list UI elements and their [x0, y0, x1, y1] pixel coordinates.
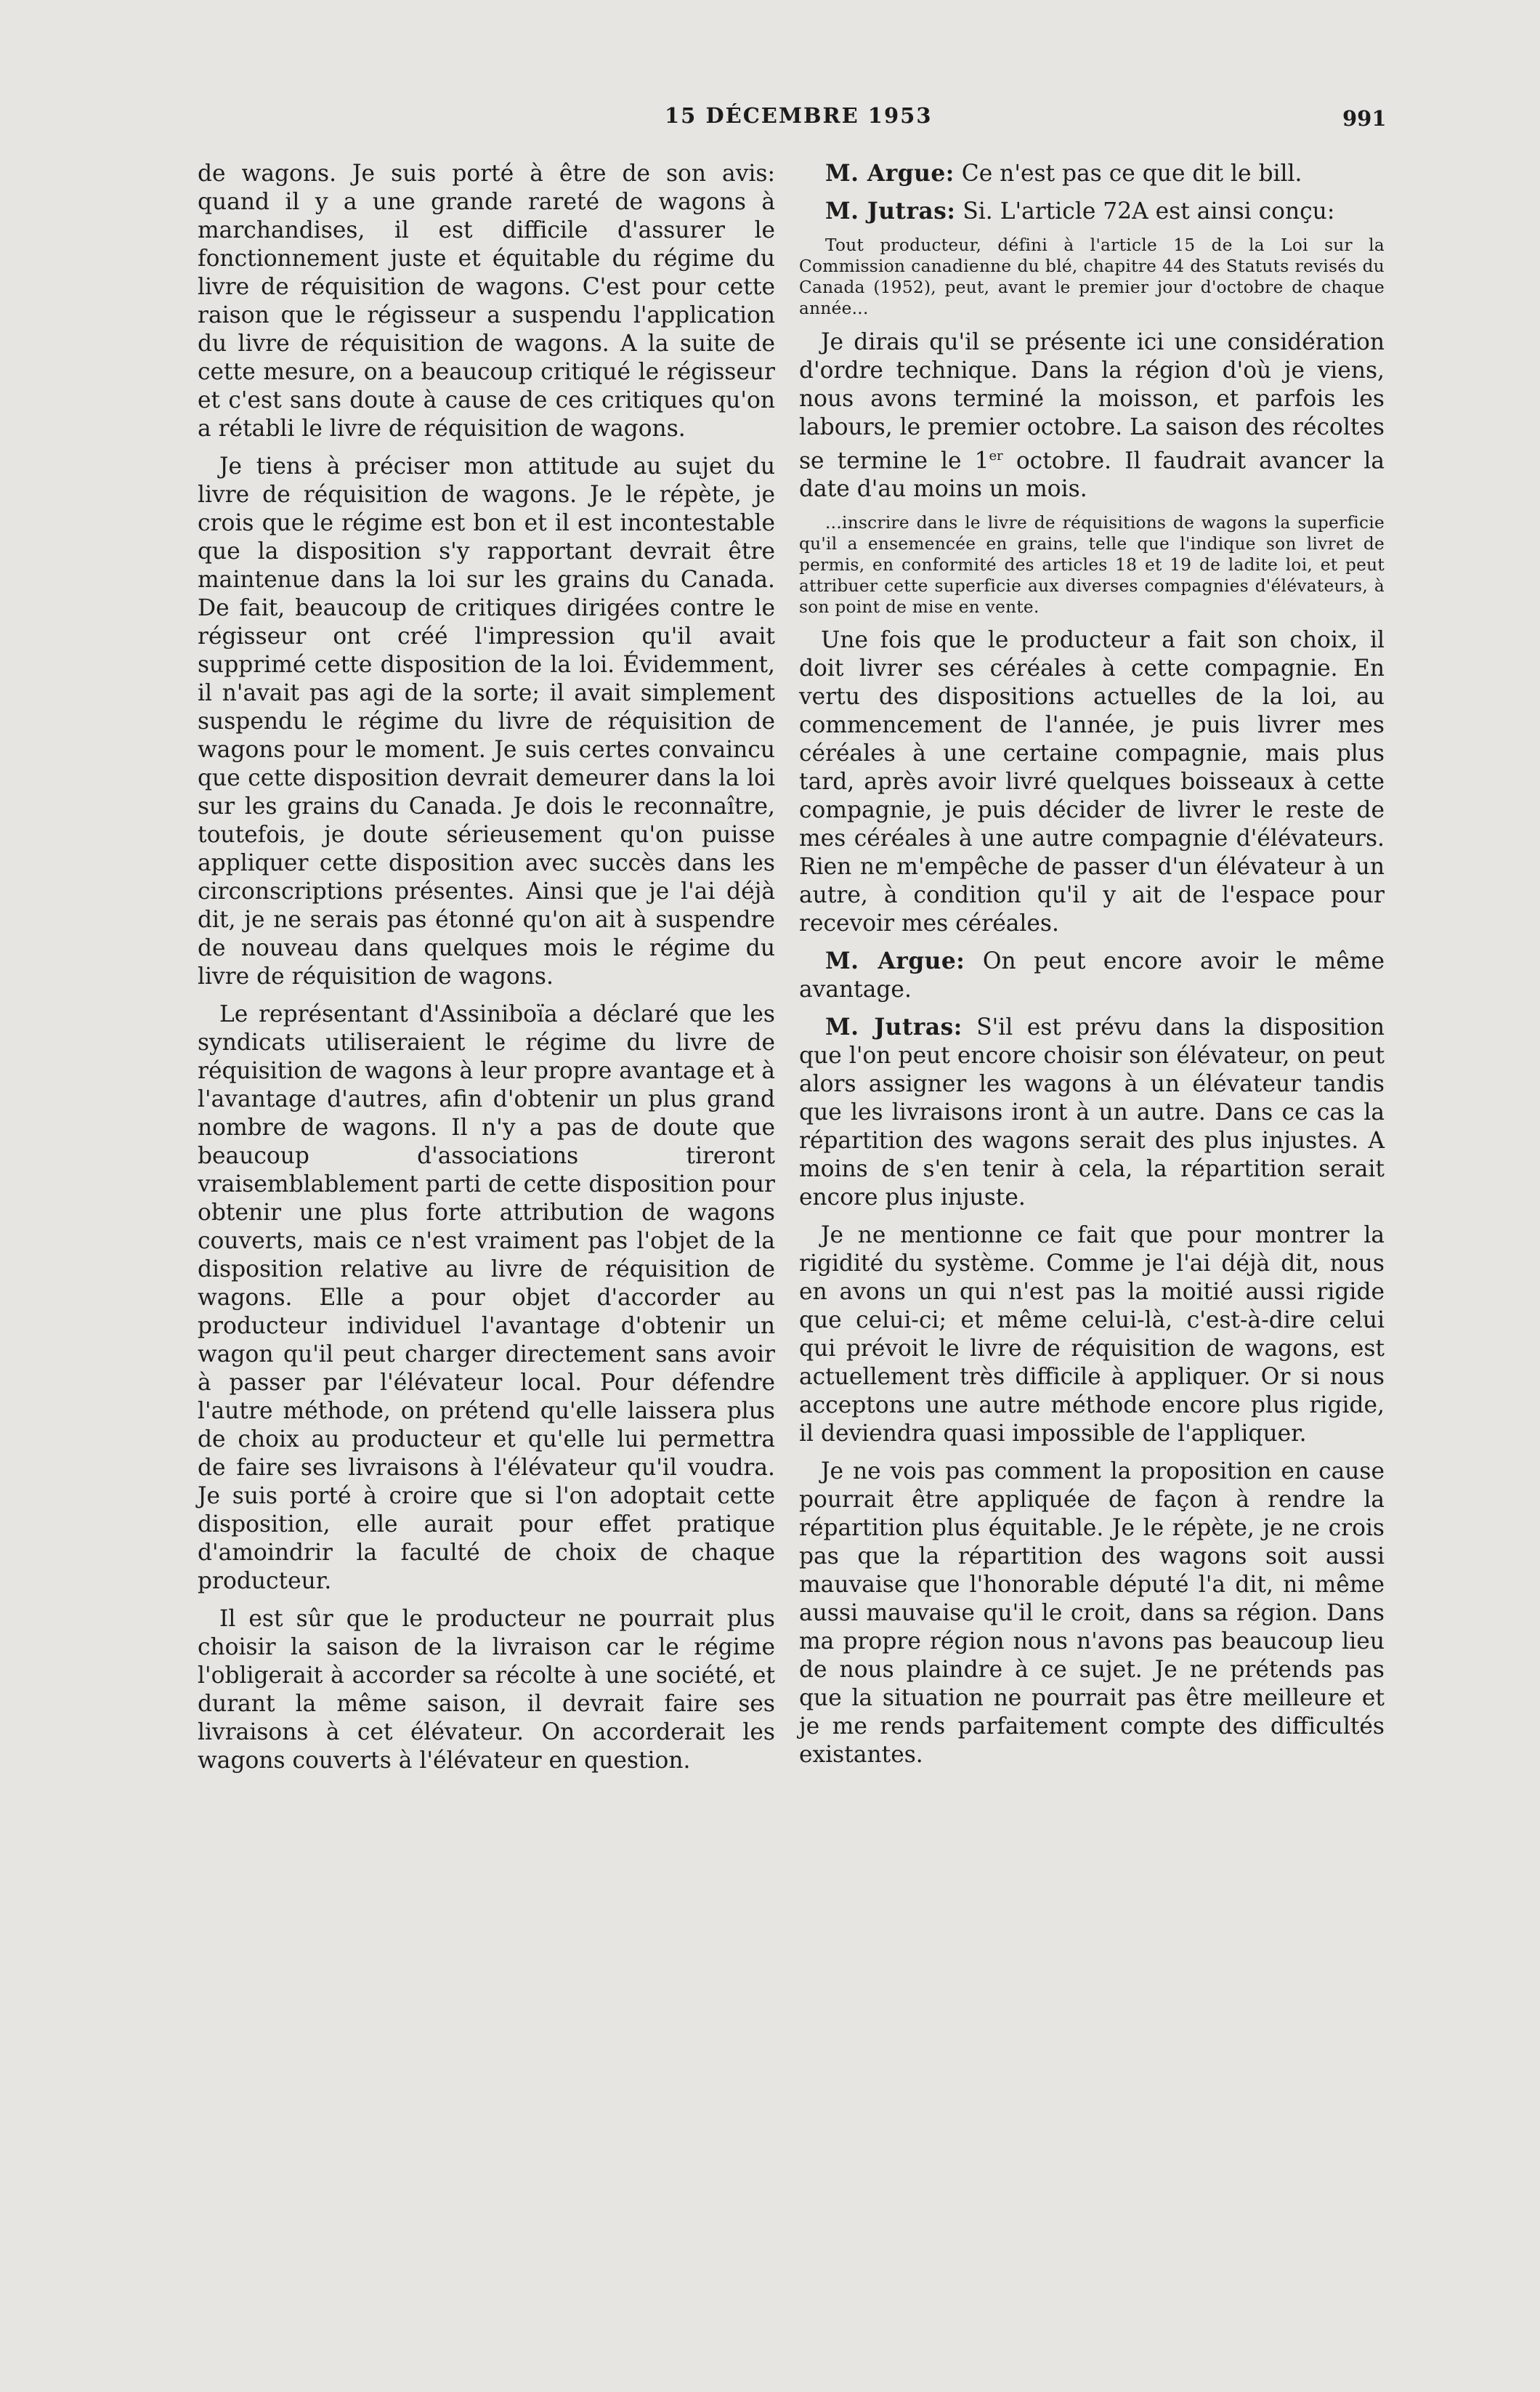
speech-jutras-2: [799, 1014, 1385, 1212]
ordinal-superscript: er: [989, 448, 1003, 464]
paragraph-right-1-part-2: octobre. Il faudrait avancer la date d'au moins un mois.: [799, 448, 1385, 503]
paragraph-right-4: Je ne vois pas comment la proposition en cause pourrait être appliquée de façon à rendre la répartition plus équitable. Je le répète, je ne crois pas que la répartition des wagons soit aussi mauvaise que l'honorable député l'a dit, ni même aussi mauvaise qu'il le croit, dans sa région. Dans ma propre région nous n'avons pas beaucoup lieu de nous plaindre à ce sujet. Je ne prétends pas que la situation ne pourrait pas être meilleure et je me rends parfaitement compte des difficultés existantes.: [799, 1458, 1385, 1769]
speaker-name: M. Jutras:: [825, 1014, 962, 1041]
quoted-bill-text-2: ...inscrire dans le livre de réquisitions de wagons la superficie qu'il a ensemencée en grains, telle que l'indique son livret de permis, en conformité des articles 18 et 19 de ladite loi, et peut attribuer cette superficie aux diverses compagnies d'élévateurs, à son point de mise en vente.: [799, 513, 1385, 618]
paragraph-right-2: Une fois que le producteur a fait son choix, il doit livrer ses céréales à cette compagnie. En vertu des dispositions actuelles de la loi, au commencement de l'année, je puis livrer mes céréales à une certaine compagnie, mais plus tard, après avoir livré quelques boisseaux à cette compagnie, je puis décider de livrer le reste de mes céréales à une autre compagnie d'élévateurs. Rien ne m'empêche de passer d'un élévateur à un autre, à condition qu'il y ait de l'espace pour recevoir mes céréales.: [799, 627, 1385, 937]
paragraph-left-2: Je tiens à préciser mon attitude au sujet du livre de réquisition de wagons. Je le répète, je crois que le régime est bon et il est incontestable que la disposition s'y rapportant devrait être maintenue dans la loi sur les grains du Canada. De fait, beaucoup de critiques dirigées contre le régisseur ont créé l'impression qu'il avait supprimé cette disposition de la loi. Évidemment, il n'avait pas agi de la sorte; il avait simplement suspendu le régime du livre de réquisition de wagons pour le moment. Je suis certes convaincu que cette disposition devrait demeurer dans la loi sur les grains du Canada. Je dois le reconnaître, toutefois, je doute sérieusement qu'on puisse appliquer cette disposition avec succès dans les circonscriptions présentes. Ainsi que je l'ai déjà dit, je ne serais pas étonné qu'on ait à suspendre de nouveau dans quelques mois le régime du livre de réquisition de wagons.: [198, 453, 775, 990]
paragraph-left-4: Il est sûr que le producteur ne pourrait plus choisir la saison de la livraison car le régime l'obligerait à accorder sa récolte à une société, et durant la même saison, il devrait faire ses livraisons à cet élévateur. On accorderait les wagons couverts à l'élévateur en question.: [198, 1606, 775, 1774]
speech-argue-2: [799, 947, 1385, 1004]
speech-text: Si. L'article 72A est ainsi conçu:: [962, 198, 1335, 225]
paragraph-right-3: Je ne mentionne ce fait que pour montrer la rigidité du système. Comme je l'ai déjà dit, nous en avons un qui n'est pas la moitié aussi rigide que celui-ci; et même celui-là, c'est-à-dire celui qui prévoit le livre de réquisition de wagons, est actuellement très difficile à appliquer. Or si nous acceptons une autre méthode encore plus rigide, il deviendra quasi impossible de l'appliquer.: [799, 1222, 1385, 1447]
paragraph-left-1: de wagons. Je suis porté à être de son avis: quand il y a une grande rareté de wagons à marchandises, il est difficile d'assurer le fonctionnement juste et équitable du régime du livre de réquisition de wagons. C'est pour cette raison que le régisseur a suspendu l'application du livre de réquisition de wagons. A la suite de cette mesure, on a beaucoup critiqué le régisseur et c'est sans doute à cause de ces critiques qu'on a rétabli le livre de réquisition de wagons.: [198, 161, 775, 442]
speech-text: On peut encore avoir le même avantage.: [799, 948, 1385, 1003]
speech-argue-1: [799, 160, 1385, 188]
paragraph-right-1-part-1: Je dirais qu'il se présente ici une considération d'ordre technique. Dans la région d'où je viens, nous avons terminé la moisson, et parfois les labours, le premier octobre. La saison des récoltes se termine le 1: [799, 329, 1385, 474]
speaker-name: M. Argue:: [825, 161, 955, 187]
page-header-date: 15 DÉCEMBRE 1953: [665, 103, 933, 128]
paragraph-left-3: Le représentant d'Assiniboïa a déclaré que les syndicats utiliseraient le régime du livre de réquisition de wagons à leur propre avantage et à l'avantage d'autres, afin d'obtenir un plus grand nombre de wagons. Il n'y a pas de doute que beaucoup d'associations tireront vraisemblablement parti de cette disposition pour obtenir une plus forte attribution de wagons couverts, mais ce n'est vraiment pas l'objet de la disposition relative au livre de réquisition de wagons. Elle a pour objet d'accorder au producteur individuel l'avantage d'obtenir un wagon qu'il peut charger directement sans avoir à passer par l'élévateur local. Pour défendre l'autre méthode, on prétend qu'elle laissera plus de choix au producteur et qu'elle lui permettra de faire ses livraisons à l'élévateur qu'il voudra. Je suis porté à croire que si l'on adoptait cette disposition, elle aurait pour effet pratique d'amoindrir la faculté de choix de chaque producteur.: [198, 1001, 775, 1594]
page-number: 991: [1342, 106, 1387, 131]
speech-text: Ce n'est pas ce que dit le bill.: [961, 161, 1302, 187]
speech-jutras-1: [799, 198, 1385, 226]
paragraph-right-1: [799, 328, 1385, 504]
left-column: [198, 160, 775, 1775]
speech-text: S'il est prévu dans la disposition que l'on peut encore choisir son élévateur, on peut alors assigner les wagons à un élévateur tandis que les livraisons iront à un autre. Dans ce cas la répartition des wagons serait des plus injustes. A moins de s'en tenir à cela, la répartition serait encore plus injuste.: [799, 1014, 1385, 1211]
speaker-name: M. Jutras:: [825, 198, 956, 225]
right-column: [799, 160, 1385, 1769]
quoted-bill-text-1: Tout producteur, défini à l'article 15 de la Loi sur la Commission canadienne du blé, chapitre 44 des Statuts revisés du Canada (1952), peut, avant le premier jour d'octobre de chaque année...: [799, 235, 1385, 318]
speaker-name: M. Argue:: [825, 948, 965, 975]
